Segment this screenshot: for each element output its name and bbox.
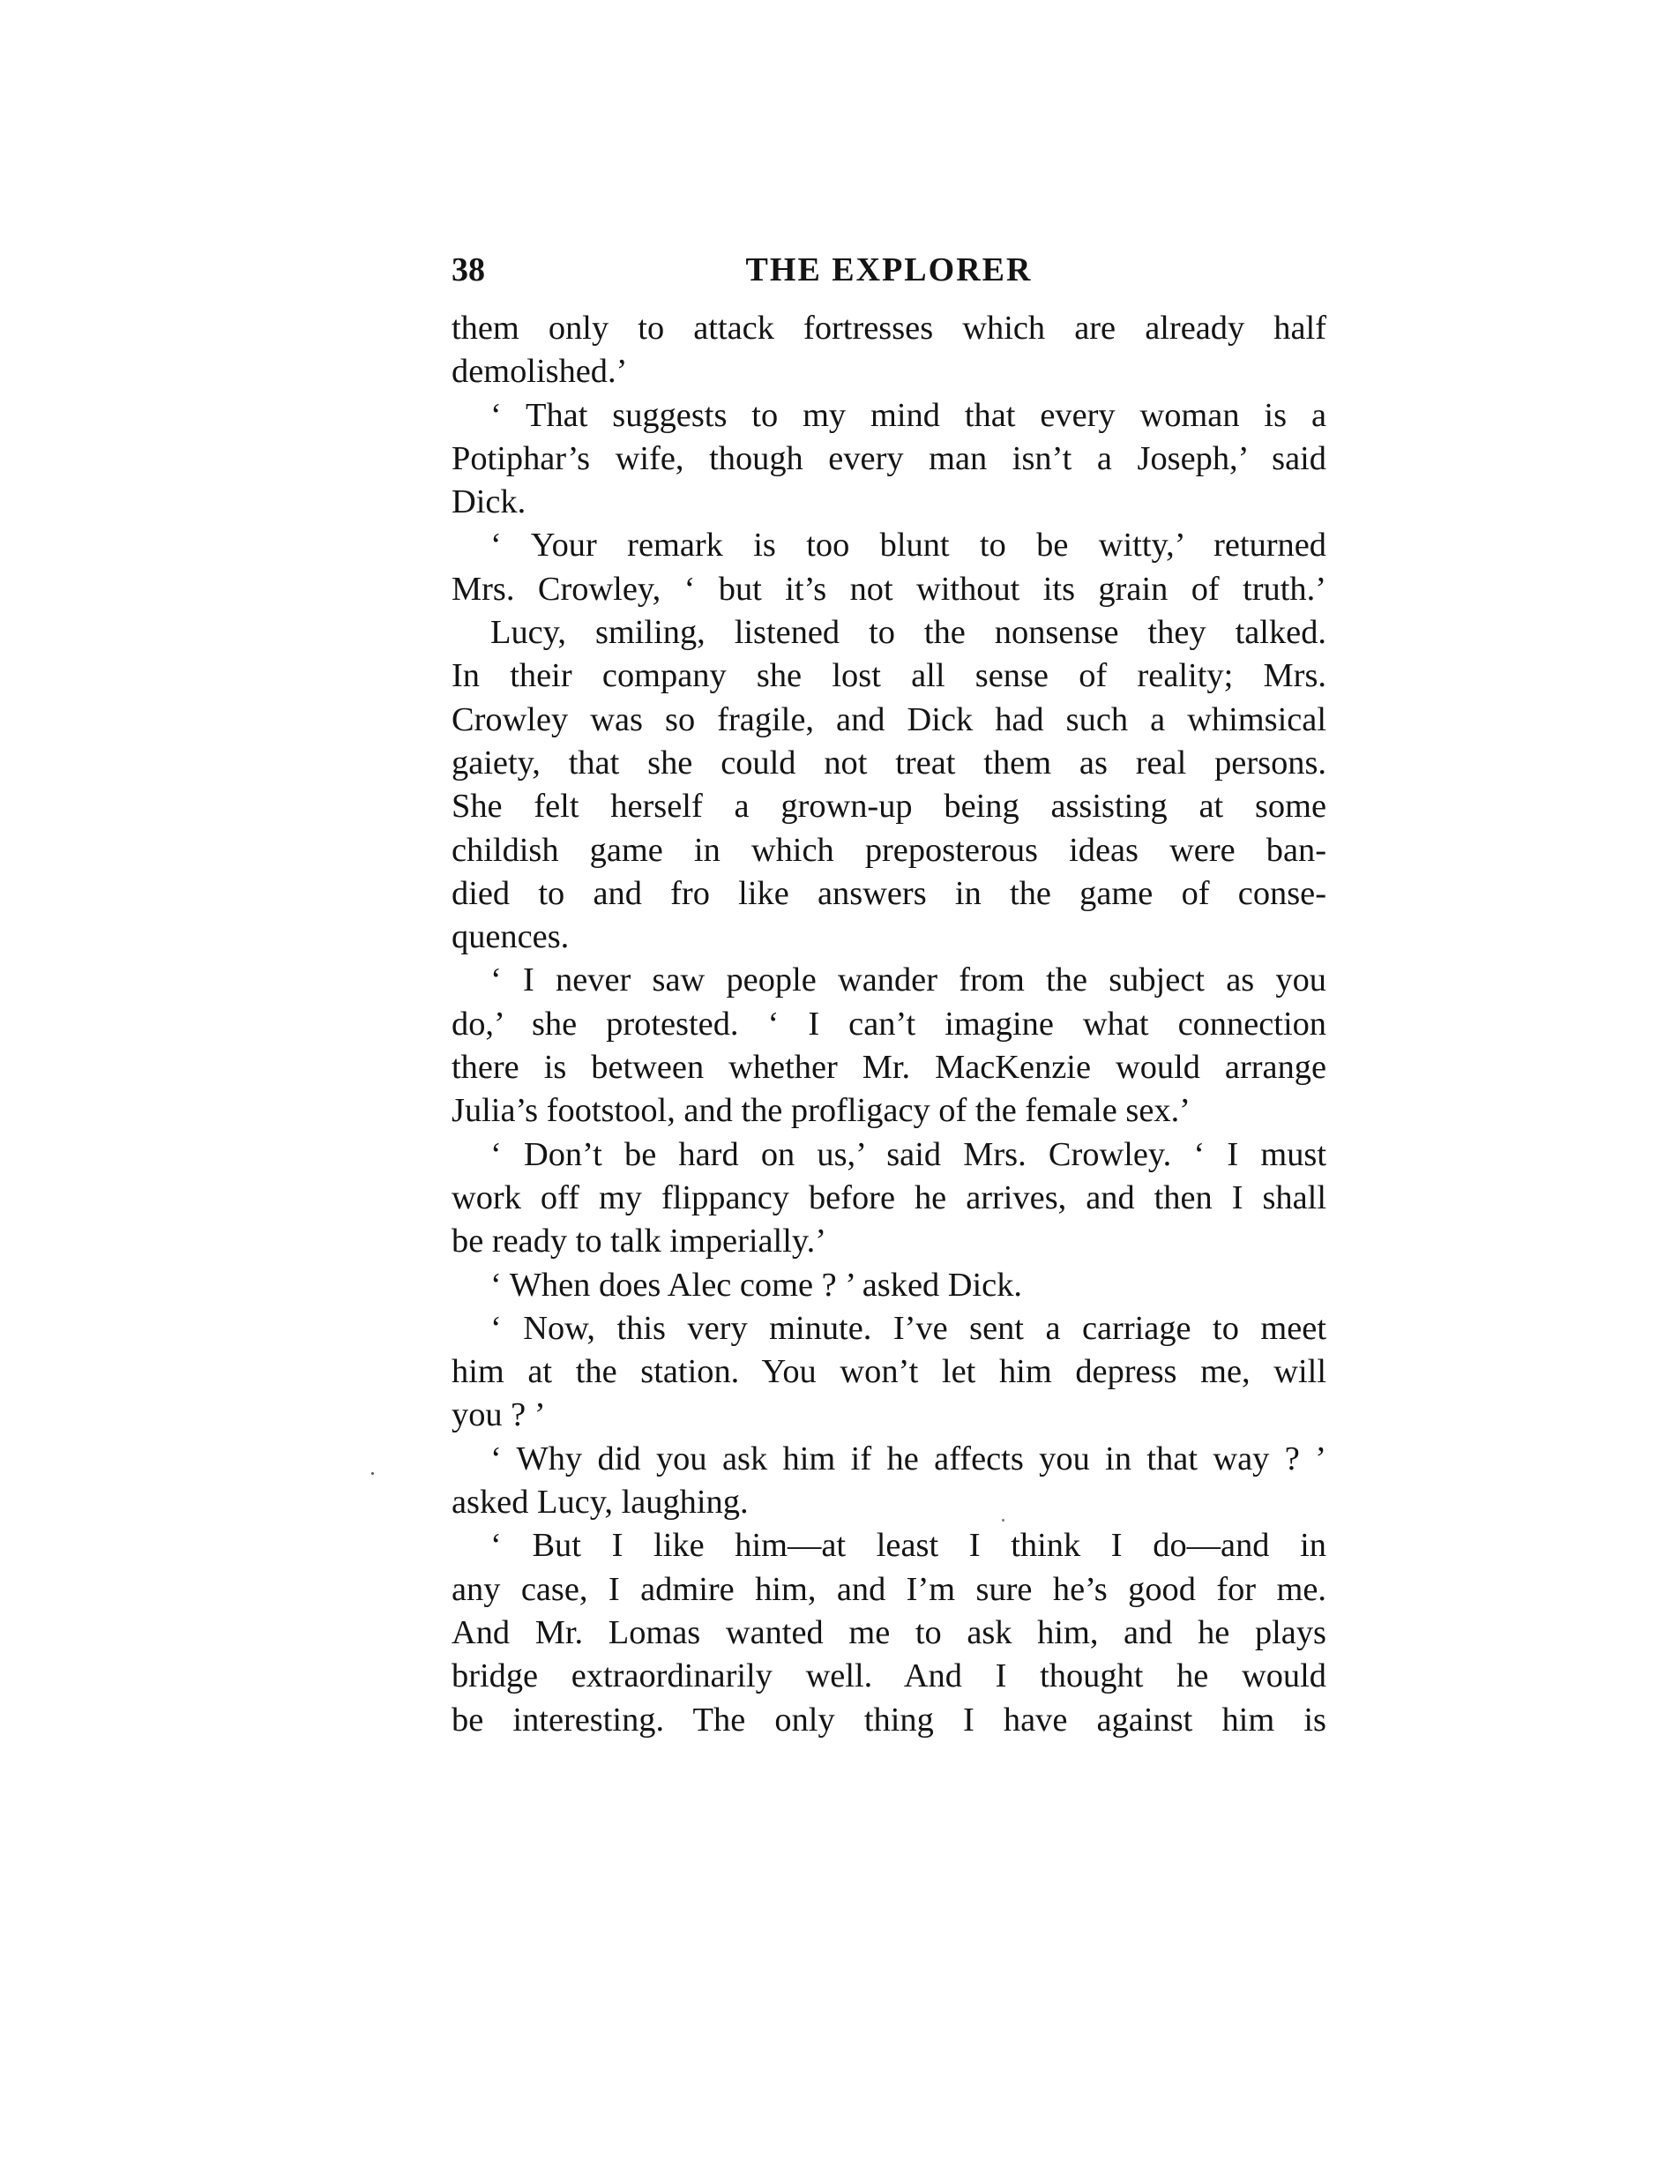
text-line: them only to attack fortresses which are already half [452,310,1326,347]
text-line: ‘ Why did you ask him if he affects you in that way ? ’ [490,1440,1326,1477]
text-line: Potiphar’s wife, though every man isn’t a Joseph,’ said [452,439,1326,477]
text-line: do,’ she protested. ‘ I can’t imagine what connection [452,1005,1326,1043]
text-line: Lucy, smiling, listened to the nonsense they talked. [490,614,1326,652]
text-line: ‘ That suggests to my mind that every woman is a [490,396,1326,434]
text-line: quences. [452,918,570,956]
text-line: him at the station. You won’t let him depress me, will [452,1353,1326,1391]
text-line: ‘ Your remark is too blunt to be witty,’ returned [490,527,1326,565]
text-line: Mrs. Crowley, ‘ but it’s not without its grain of truth.’ [452,570,1326,608]
body-text [452,307,1326,1742]
scan-speck [1002,1519,1004,1522]
text-line: bridge extraordinarily well. And I thought he would [452,1657,1326,1695]
text-line: She felt herself a grown-up being assisting at some [452,788,1326,826]
text-line: ‘ Now, this very minute. I’ve sent a carriage to meet [490,1309,1326,1347]
running-title: THE EXPLORER [745,251,1033,288]
text-line: childish game in which preposterous ideas were ban- [452,831,1326,869]
text-line: In their company she lost all sense of reality; Mrs. [452,657,1326,695]
text-line: Julia’s footstool, and the profligacy of the female sex.’ [452,1092,1191,1130]
scan-speck [371,1472,374,1475]
page-number: 38 [452,251,485,288]
text-line: you ? ’ [452,1396,546,1434]
text-line: died to and fro like answers in the game of conse- [452,874,1326,912]
page-header [452,243,1326,296]
text-line: work off my flippancy before he arrives, and then I shall [452,1178,1326,1216]
text-line: be ready to talk imperially.’ [452,1223,826,1260]
text-line: demolished.’ [452,353,628,391]
text-line: Crowley was so fragile, and Dick had such a whimsical [452,700,1326,738]
text-line: ‘ But I like him—at least I think I do—and in [490,1527,1326,1565]
text-line: Dick. [452,483,526,521]
text-line: ‘ When does Alec come ? ’ asked Dick. [490,1266,1023,1304]
text-line: be interesting. The only thing I have against him is [452,1701,1326,1739]
text-line: there is between whether Mr. MacKenzie would arrange [452,1049,1326,1087]
text-line: gaiety, that she could not treat them as real persons. [452,744,1326,782]
text-line: ‘ I never saw people wander from the subject as you [490,961,1326,999]
text-line: asked Lucy, laughing. [452,1484,749,1522]
text-line: ‘ Don’t be hard on us,’ said Mrs. Crowley. ‘ I must [490,1135,1326,1173]
text-line: And Mr. Lomas wanted me to ask him, and he plays [452,1613,1326,1651]
text-line: any case, I admire him, and I’m sure he’s good for me. [452,1570,1326,1608]
